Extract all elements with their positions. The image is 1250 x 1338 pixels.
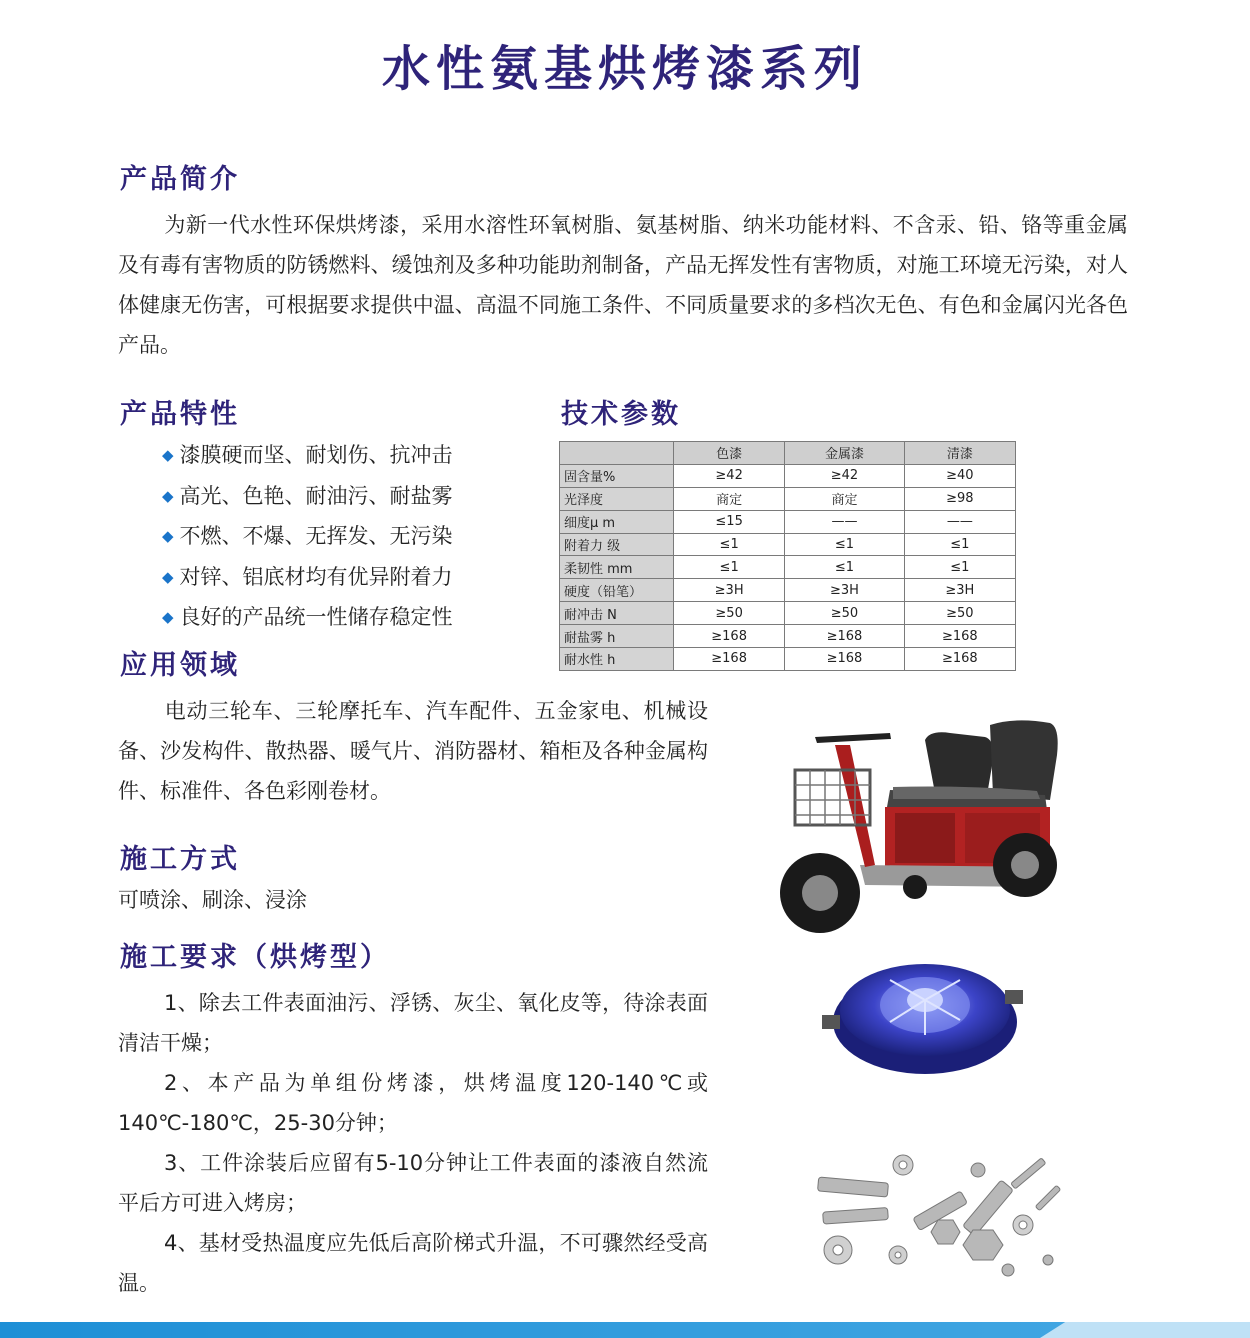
features-list (162, 437, 453, 640)
fasteners-image (808, 1150, 1068, 1285)
specs-heading: 技术参数 (561, 399, 681, 430)
intro-text (118, 205, 1128, 365)
row-label: 耐冲击 N (560, 602, 674, 625)
column-header: 色漆 (674, 442, 785, 465)
table-header-row (560, 442, 1016, 465)
table-cell: ≥3H (904, 579, 1015, 602)
table-cell: 商定 (674, 487, 785, 510)
table-cell: ≥50 (674, 602, 785, 625)
bottom-bar-accent (1040, 1322, 1250, 1338)
list-item: 2、本产品为单组份烤漆，烘烤温度120-140℃或140℃-180℃，25-30分钟； (118, 1071, 708, 1135)
table-cell: ≥40 (904, 464, 1015, 487)
features-heading: 产品特性 (120, 399, 240, 430)
method-heading: 施工方式 (120, 844, 240, 875)
row-label: 硬度（铅笔） (560, 579, 674, 602)
table-row (560, 625, 1016, 648)
table-cell: ≥168 (904, 648, 1015, 671)
row-label: 细度μ m (560, 510, 674, 533)
table-cell: ≥98 (904, 487, 1015, 510)
table-cell: ≤1 (904, 556, 1015, 579)
list-item: ◆ 对锌、铝底材均有优异附着力 (162, 564, 453, 589)
diamond-bullet-icon: ◆ (162, 446, 174, 464)
list-item: ◆ 漆膜硬而坚、耐划伤、抗冲击 (162, 443, 453, 467)
electric-tricycle-image (775, 715, 1065, 940)
table-cell: ≤1 (785, 556, 904, 579)
table-cell: ≥42 (674, 464, 785, 487)
table-cell: —— (785, 510, 904, 533)
table-row (560, 533, 1016, 556)
table-cell: ≥168 (904, 625, 1015, 648)
table-cell: ≥3H (674, 579, 785, 602)
list-item: 3、工件涂装后应留有5-10分钟让工件表面的漆液自然流平后方可进入烤房； (118, 1151, 708, 1215)
list-item: ◆ 良好的产品统一性储存稳定性 (162, 605, 453, 629)
diamond-bullet-icon: ◆ (162, 608, 174, 626)
table-cell: —— (904, 510, 1015, 533)
table-cell: ≤1 (904, 533, 1015, 556)
table-row (560, 464, 1016, 487)
table-cell: ≥168 (674, 625, 785, 648)
page-title: 水性氨基烘烤漆系列 (381, 41, 868, 97)
list-item: ◆ 不燃、不爆、无挥发、无污染 (162, 524, 453, 548)
table-cell: ≤1 (785, 533, 904, 556)
table-cell: ≥168 (785, 625, 904, 648)
table-row (560, 556, 1016, 579)
intro-heading: 产品简介 (120, 164, 240, 195)
requirements-heading: 施工要求（烘烤型） (120, 942, 390, 973)
cpu-cooler-image (820, 950, 1025, 1080)
table-cell: ≥168 (674, 648, 785, 671)
column-header: 清漆 (904, 442, 1015, 465)
table-cell: ≤1 (674, 533, 785, 556)
table-corner-cell (560, 442, 674, 465)
application-text-body: 电动三轮车、三轮摩托车、汽车配件、五金家电、机械设备、沙发构件、散热器、暖气片、消防器材、箱柜及各种金属构件、标准件、各色彩刚卷材。 (118, 699, 708, 803)
list-item: 4、基材受热温度应先低后高阶梯式升温，不可骤然经受高温。 (118, 1231, 708, 1295)
column-header: 金属漆 (785, 442, 904, 465)
table-cell: ≥50 (904, 602, 1015, 625)
table-cell: ≥3H (785, 579, 904, 602)
row-label: 耐水性 h (560, 648, 674, 671)
diamond-bullet-icon: ◆ (162, 486, 174, 505)
list-item: ◆ 高光、色艳、耐油污、耐盐雾 (162, 483, 453, 508)
table-row (560, 602, 1016, 625)
table-cell: ≥168 (785, 648, 904, 671)
table-cell: ≤1 (674, 556, 785, 579)
table-row (560, 487, 1016, 510)
row-label: 固含量% (560, 464, 674, 487)
application-heading: 应用领域 (120, 650, 240, 681)
table-cell: 商定 (785, 487, 904, 510)
table-row (560, 510, 1016, 533)
list-item: 1、除去工件表面油污、浮锈、灰尘、氧化皮等，待涂表面清洁干燥； (118, 991, 708, 1055)
bottom-decorative-bar (0, 1322, 1250, 1338)
table-cell: ≥50 (785, 602, 904, 625)
table-cell: ≤15 (674, 510, 785, 533)
row-label: 光泽度 (560, 487, 674, 510)
intro-text-body: 为新一代水性环保烘烤漆，采用水溶性环氧树脂、氨基树脂、纳米功能材料、不含汞、铅、铬等重金属及有毒有害物质的防锈燃料、缓蚀剂及多种功能助剂制备，产品无挥发性有害物质，对施工环境无污染，对人体健康无伤害，可根据要求提供中温、高温不同施工条件、不同质量要求的多档次无色、有色和金属闪光各色产品。 (118, 213, 1128, 357)
diamond-bullet-icon: ◆ (162, 567, 174, 586)
requirements-list (118, 983, 708, 1303)
diamond-bullet-icon: ◆ (162, 527, 174, 545)
table-cell: ≥42 (785, 464, 904, 487)
application-text (118, 691, 708, 811)
table-row (560, 648, 1016, 671)
row-label: 附着力 级 (560, 533, 674, 556)
spec-table (559, 441, 1016, 671)
table-row (560, 579, 1016, 602)
row-label: 柔韧性 mm (560, 556, 674, 579)
method-text: 可喷涂、刷涂、浸涂 (118, 888, 307, 912)
row-label: 耐盐雾 h (560, 625, 674, 648)
